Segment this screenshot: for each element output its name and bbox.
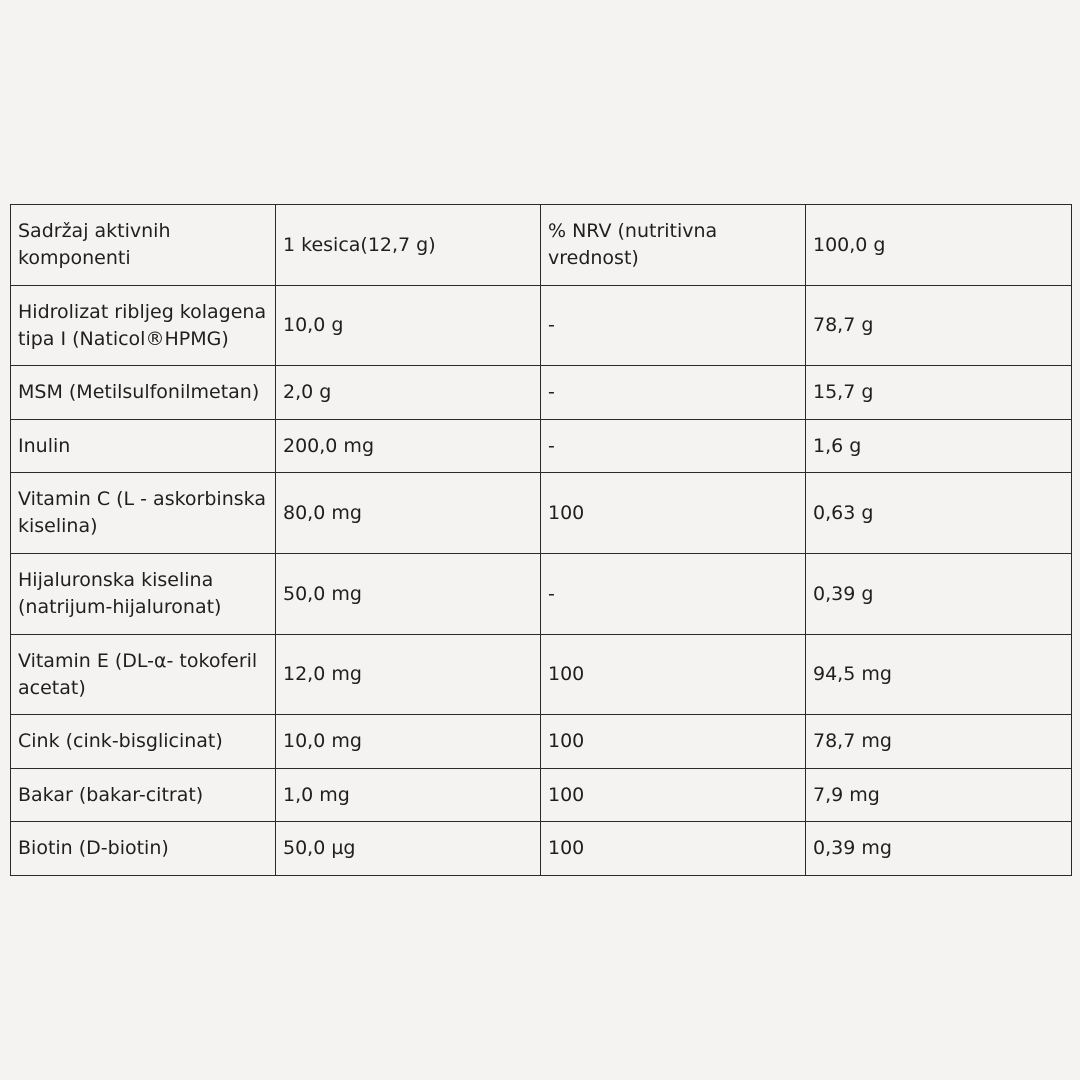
header-cell-per-sachet: 1 kesica(12,7 g): [276, 205, 541, 286]
table-cell: -: [541, 366, 806, 420]
table-cell: Bakar (bakar-citrat): [11, 769, 276, 822]
table-cell: Vitamin C (L - askorbinska kiselina): [11, 473, 276, 554]
table-cell: 1,0 mg: [276, 769, 541, 822]
table-row: [11, 473, 1072, 554]
table-cell: -: [541, 554, 806, 635]
table-cell: 100: [541, 635, 806, 715]
table-row: [11, 420, 1072, 473]
table-cell: 7,9 mg: [806, 769, 1072, 822]
table-row: [11, 822, 1072, 876]
table-cell: Cink (cink-bisglicinat): [11, 715, 276, 769]
table-cell: 15,7 g: [806, 366, 1072, 420]
table-cell: 78,7 mg: [806, 715, 1072, 769]
table-row: [11, 554, 1072, 635]
table-cell: 10,0 mg: [276, 715, 541, 769]
table-cell: 80,0 mg: [276, 473, 541, 554]
table-cell: Hidrolizat ribljeg kolagena tipa I (Naticol®HPMG): [11, 286, 276, 366]
table-cell: Hijaluronska kiselina (natrijum-hijaluronat): [11, 554, 276, 635]
table-cell: 50,0 µg: [276, 822, 541, 876]
table-cell: 50,0 mg: [276, 554, 541, 635]
table-cell: Inulin: [11, 420, 276, 473]
table-cell: 12,0 mg: [276, 635, 541, 715]
table-header-row: [11, 205, 1072, 286]
header-cell-nrv: % NRV (nutritivna vrednost): [541, 205, 806, 286]
table-cell: 78,7 g: [806, 286, 1072, 366]
table-cell: 100: [541, 473, 806, 554]
table-row: [11, 715, 1072, 769]
table-cell: Biotin (D-biotin): [11, 822, 276, 876]
table-row: [11, 769, 1072, 822]
table-cell: 200,0 mg: [276, 420, 541, 473]
table-cell: 0,39 g: [806, 554, 1072, 635]
table-row: [11, 635, 1072, 715]
table-cell: 2,0 g: [276, 366, 541, 420]
table-cell: 100: [541, 715, 806, 769]
table-cell: 0,39 mg: [806, 822, 1072, 876]
table-cell: 100: [541, 769, 806, 822]
table-cell: 100: [541, 822, 806, 876]
table-cell: 0,63 g: [806, 473, 1072, 554]
table-cell: MSM (Metilsulfonilmetan): [11, 366, 276, 420]
table-cell: 10,0 g: [276, 286, 541, 366]
table-cell: Vitamin E (DL-α- tokoferil acetat): [11, 635, 276, 715]
table-cell: -: [541, 420, 806, 473]
table-row: [11, 366, 1072, 420]
table-cell: 1,6 g: [806, 420, 1072, 473]
nutrition-table: [10, 204, 1072, 876]
header-cell-component: Sadržaj aktivnih komponenti: [11, 205, 276, 286]
header-cell-per-100g: 100,0 g: [806, 205, 1072, 286]
table-cell: -: [541, 286, 806, 366]
table-row: [11, 286, 1072, 366]
table-cell: 94,5 mg: [806, 635, 1072, 715]
